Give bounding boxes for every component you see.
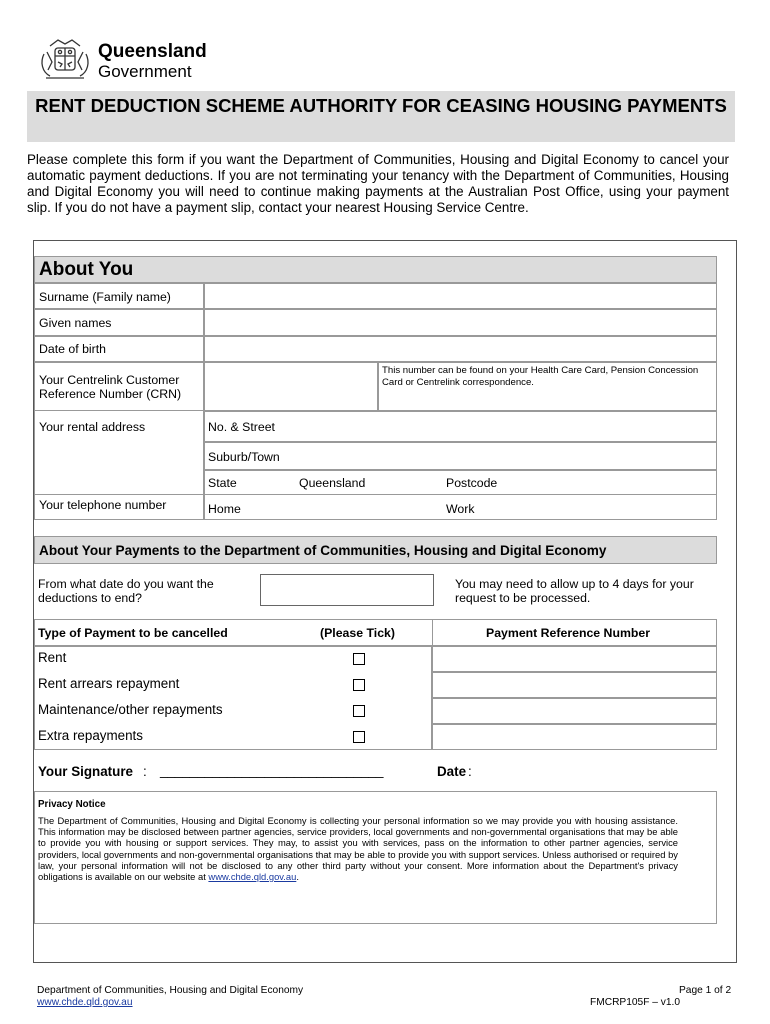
privacy-end: . [296,871,299,883]
privacy-notice [38,815,678,882]
dob-input[interactable] [204,336,717,362]
work-phone-label: Work [446,502,475,516]
crn-input[interactable] [204,362,378,411]
date-colon: : [468,764,472,779]
arrears-ref-input[interactable] [432,672,717,698]
street-label: No. & Street [208,420,275,434]
suburb-label: Suburb/Town [208,450,280,464]
payment-type-rent: Rent [38,650,67,665]
end-date-question: From what date do you want the deductions to end? [38,577,214,605]
suburb-input[interactable] [204,442,717,470]
title-band [27,91,735,142]
privacy-link[interactable]: www.chde.qld.gov.au [208,871,297,883]
footer-url[interactable]: www.chde.qld.gov.au [37,997,133,1008]
payment-type-arrears: Rent arrears repayment [38,676,180,691]
signature-label: Your Signature [38,764,133,779]
telephone-label: Your telephone number [39,498,167,512]
signature-colon: : [143,764,147,779]
date-label: Date [437,764,467,779]
signature-line[interactable]: ______________________________ [160,763,384,778]
rental-address-label: Your rental address [39,420,146,434]
org-name-line1: Queensland [98,41,207,62]
surname-label: Surname (Family name) [39,290,171,304]
about-you-heading: About You [39,259,134,280]
col-type-header: Type of Payment to be cancelled [38,626,228,640]
privacy-heading: Privacy Notice [38,799,106,810]
form-title: RENT DEDUCTION SCHEME AUTHORITY FOR CEASING HOUSING PAYMENTS [35,95,727,116]
footer-form-code: FMCRP105F – v1.0 [590,997,681,1008]
rent-checkbox[interactable] [353,653,365,665]
org-name-line2: Government [98,62,192,81]
crn-note: This number can be found on your Health Care Card, Pension Concession Card or Centrelink correspondence. [382,365,699,388]
postcode-label: Postcode [446,476,498,490]
crn-label: Your Centrelink Customer Reference Number (CRN) [39,373,182,401]
street-input[interactable] [204,411,717,442]
extra-checkbox[interactable] [353,731,365,743]
dob-label: Date of birth [39,342,106,356]
end-date-note: You may need to allow up to 4 days for your request to be processed. [455,577,694,605]
col-ref-header: Payment Reference Number [486,626,651,640]
given-names-input[interactable] [204,309,717,336]
end-date-input[interactable] [260,574,434,606]
extra-ref-input[interactable] [432,724,717,750]
payments-heading: About Your Payments to the Department of Communities, Housing and Digital Economy [39,543,607,558]
queensland-crest-icon [38,34,92,84]
maintenance-checkbox[interactable] [353,705,365,717]
arrears-checkbox[interactable] [353,679,365,691]
col-tick-header: (Please Tick) [320,626,395,640]
given-names-label: Given names [39,316,112,330]
payment-type-maintenance: Maintenance/other repayments [38,702,223,717]
payment-type-extra: Extra repayments [38,728,143,743]
footer-department: Department of Communities, Housing and Digital Economy [37,985,304,996]
surname-input[interactable] [204,283,717,309]
footer-page-number: Page 1 of 2 [679,985,732,996]
home-phone-label: Home [208,502,241,516]
payments-header [34,536,717,564]
state-value: Queensland [299,476,366,490]
privacy-body-text: The Department of Communities, Housing and Digital Economy is collecting your personal information so we may provide you with housing assistance. This information may be disclosed between partner agencies, service providers, local governments and non-governmental organisations that may be able to provide you with housing or support services. They may, to assist you with services, pass on the information to other partner agencies, service providers, local governments and non-governmental organisations that may be able to provide you with support services. Unless authorised or required by law, your personal information will not be disclosed to any other third party without your consent. More information about the Department's privacy obligations is available on our website at [38,815,678,883]
state-label: State [208,476,237,490]
intro-paragraph: Please complete this form if you want the Department of Communities, Housing and Digital Economy to cancel your automatic payment deductions. If you are not terminating your tenancy with the Department of Communities, Housing and Digital Economy you will need to continue making payments at the Australian Post Office, using your payment slip. If you do not have a payment slip, contact your nearest Housing Service Centre. [27,152,729,215]
about-you-header [34,256,717,283]
rent-ref-input[interactable] [432,646,717,672]
maintenance-ref-input[interactable] [432,698,717,724]
